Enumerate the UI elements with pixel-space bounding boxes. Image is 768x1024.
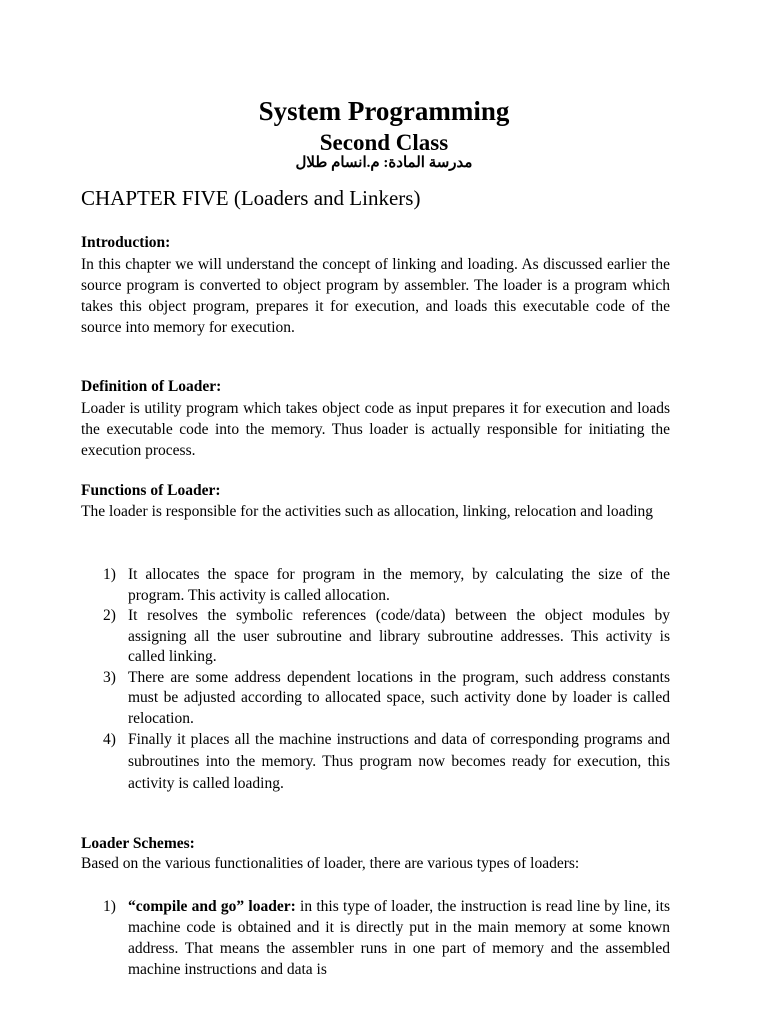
list-item [103, 565, 670, 606]
list-item [103, 729, 670, 795]
functions-list [103, 565, 670, 795]
schemes-paragraph: Based on the various functionalities of loader, there are various types of loaders: [81, 855, 580, 872]
definition-heading: Definition of Loader: [81, 378, 222, 395]
list-number: 1) [103, 898, 116, 915]
schemes-heading: Loader Schemes: [81, 835, 195, 852]
list-text: It resolves the symbolic references (code/data) between the object modules by assigning all the user subroutine and library subroutine addresses. This activity is called linking. [128, 607, 670, 665]
document-subtitle: Second Class [319, 130, 449, 155]
functions-heading: Functions of Loader: [81, 482, 221, 499]
introduction-paragraph: In this chapter we will understand the concept of linking and loading. As discussed earlier the source program is converted to object program by assembler. The loader is a program which takes this object program, prepares it for execution, and loads this executable code of the source into memory for execution. [81, 256, 670, 336]
list-number: 3) [103, 668, 116, 686]
definition-paragraph: Loader is utility program which takes object code as input prepares it for execution and loads the executable code into the memory. Thus loader is actually responsible for initiating the execution process. [81, 400, 670, 459]
list-text: Finally it places all the machine instructions and data of corresponding programs and subroutines into the memory. Thus program now becomes ready for execution, this activity is called loading. [128, 731, 670, 792]
list-text: There are some address dependent locations in the program, such address constants must be adjusted according to allocated space, such activity done by loader is called relocation. [128, 668, 670, 727]
list-item [103, 896, 670, 980]
list-text: It allocates the space for program in the memory, by calculating the size of the program. This activity is called allocation. [128, 566, 670, 604]
list-text: in this type of loader, the instruction is read line by line, its machine code is obtained and it is directly put in the main memory at some known address. That means the assembler runs in one part of memory and the assembled machine instructions and data is [128, 898, 671, 978]
list-item [103, 668, 670, 730]
functions-paragraph: The loader is responsible for the activities such as allocation, linking, relocation and loading [81, 503, 654, 520]
chapter-title: CHAPTER FIVE (Loaders and Linkers) [81, 186, 421, 210]
document-title: System Programming [258, 96, 510, 126]
list-number: 2) [103, 607, 116, 624]
schemes-list [103, 896, 670, 980]
list-item [103, 606, 670, 668]
author-line: مدرسة المادة: م.انسام طلال [295, 155, 473, 171]
introduction-heading: Introduction: [81, 234, 171, 251]
list-number: 1) [103, 566, 116, 583]
scheme-term: “compile and go” loader: [128, 898, 296, 915]
list-number: 4) [103, 731, 116, 748]
